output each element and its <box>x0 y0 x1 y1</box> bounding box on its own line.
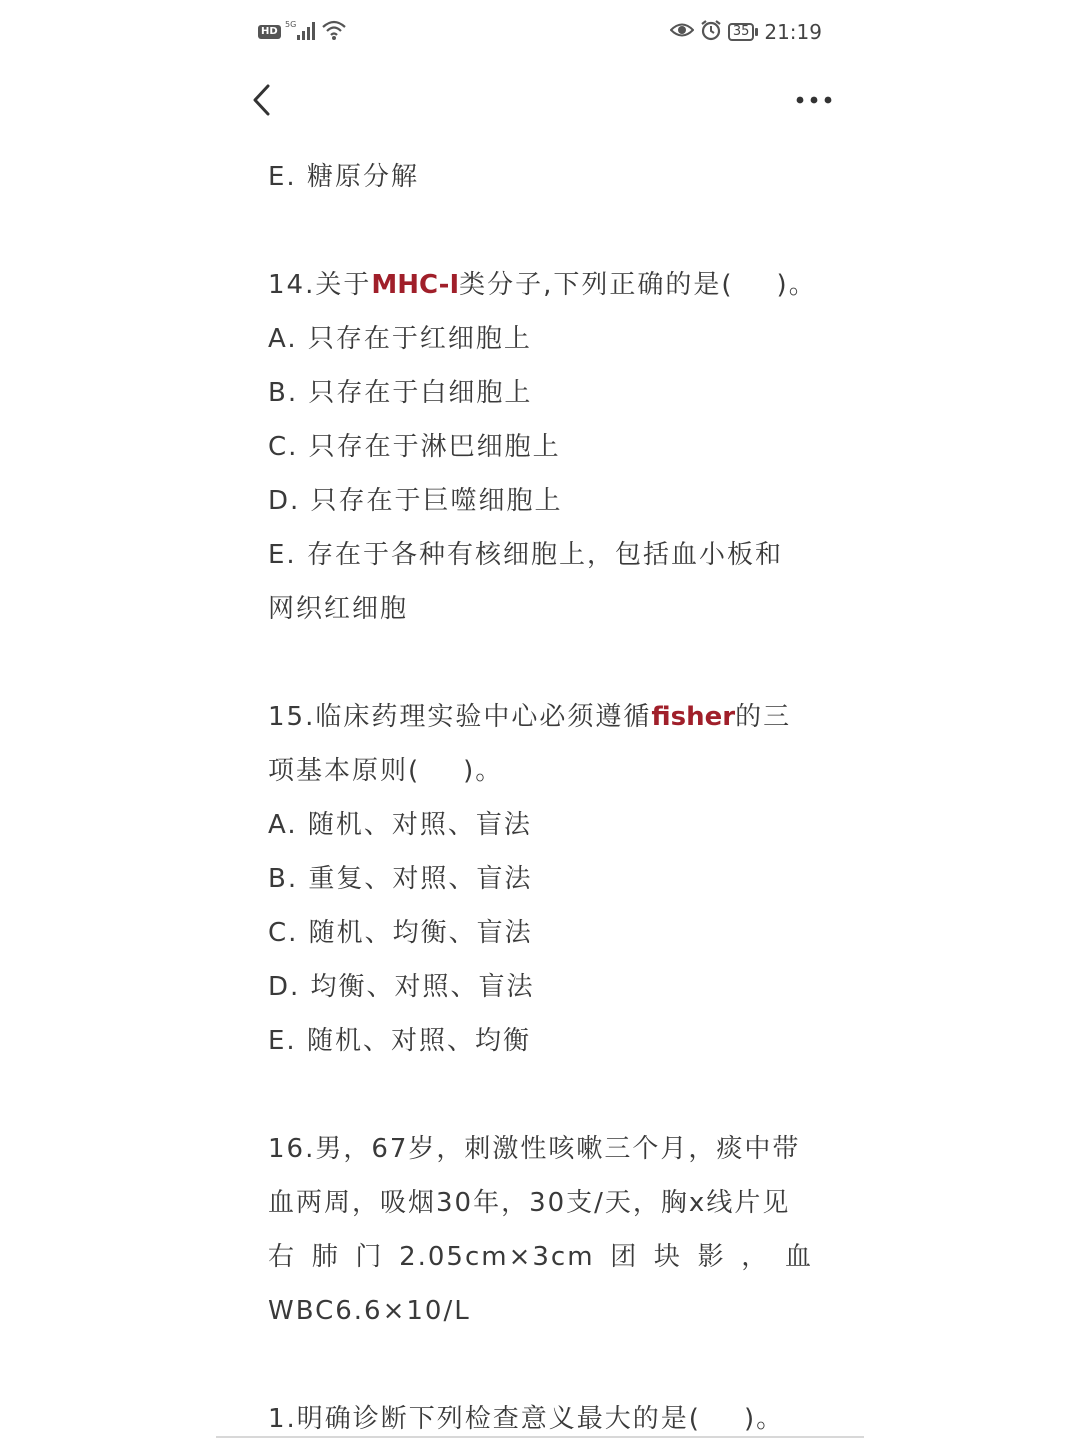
option-e-prev: E. 糖原分解 <box>268 162 419 192</box>
question-16-line-4: WBC6.6×10/L <box>268 1296 471 1326</box>
q15-option-a: A. 随机、对照、盲法 <box>268 810 532 840</box>
q16-word: ， <box>741 1242 770 1272</box>
q14-option-b: B. 只存在于白细胞上 <box>268 378 533 408</box>
q16-word: 门 <box>355 1242 384 1272</box>
q15-option-d: D. 均衡、对照、盲法 <box>268 972 535 1002</box>
q14-highlight: MHC-I <box>371 270 460 300</box>
nav-bar <box>0 66 1080 136</box>
status-bar-left <box>258 20 347 44</box>
signal-icon <box>285 19 317 45</box>
back-button[interactable] <box>246 80 286 124</box>
q15-suffix: 的三 <box>735 702 792 732</box>
svg-text:5G: 5G <box>284 20 296 29</box>
q16-word: 块 <box>653 1242 682 1272</box>
q16-word: 右 <box>268 1242 297 1272</box>
question-16-line-1: 16.男，67岁，刺激性咳嗽三个月，痰中带 <box>268 1134 801 1164</box>
q14-suffix: 类分子,下列正确的是( )。 <box>459 270 817 300</box>
q14-option-c: C. 只存在于淋巴细胞上 <box>268 432 561 462</box>
hd-badge: HD <box>258 25 281 39</box>
q16-word: 血 <box>784 1242 813 1272</box>
clock-time: 21:19 <box>764 20 822 44</box>
back-chevron-icon <box>246 80 286 124</box>
q14-option-d: D. 只存在于巨噬细胞上 <box>268 486 563 516</box>
bottom-divider <box>216 1436 864 1438</box>
wifi-icon <box>321 19 347 45</box>
battery-icon <box>728 23 759 41</box>
q16-word: 影 <box>697 1242 726 1272</box>
status-bar <box>0 0 1080 62</box>
q15-option-b: B. 重复、对照、盲法 <box>268 864 533 894</box>
article-content <box>268 150 817 1446</box>
more-dots-icon <box>790 84 838 116</box>
battery-level: 35 <box>728 23 755 41</box>
question-16-line-3 <box>268 1230 813 1284</box>
question-15-title <box>268 690 813 744</box>
status-bar-right <box>670 18 822 46</box>
q14-option-e-cont: 网织红细胞 <box>268 594 409 624</box>
q15-highlight: fisher <box>651 702 736 732</box>
q14-option-a: A. 只存在于红细胞上 <box>268 324 532 354</box>
q14-prefix: 14.关于 <box>268 270 372 300</box>
q16-word: 2.05cm×3cm <box>399 1242 595 1272</box>
more-button[interactable] <box>790 84 838 116</box>
q15-prefix: 15.临床药理实验中心必须遵循 <box>268 702 652 732</box>
q14-option-e: E. 存在于各种有核细胞上，包括血小板和 <box>268 540 783 570</box>
eye-icon <box>670 20 694 44</box>
alarm-icon <box>700 19 722 46</box>
question-14-title <box>268 258 817 312</box>
q16-word: 肺 <box>311 1242 340 1272</box>
q15-option-c: C. 随机、均衡、盲法 <box>268 918 533 948</box>
question-16-line-2: 血两周，吸烟30年，30支/天，胸x线片见 <box>268 1188 791 1218</box>
q15-option-e: E. 随机、对照、均衡 <box>268 1026 531 1056</box>
question-15-title-cont: 项基本原则( )。 <box>268 756 504 786</box>
q16-word: 团 <box>610 1242 639 1272</box>
sub-question-1: 1.明确诊断下列检查意义最大的是( )。 <box>268 1404 785 1434</box>
